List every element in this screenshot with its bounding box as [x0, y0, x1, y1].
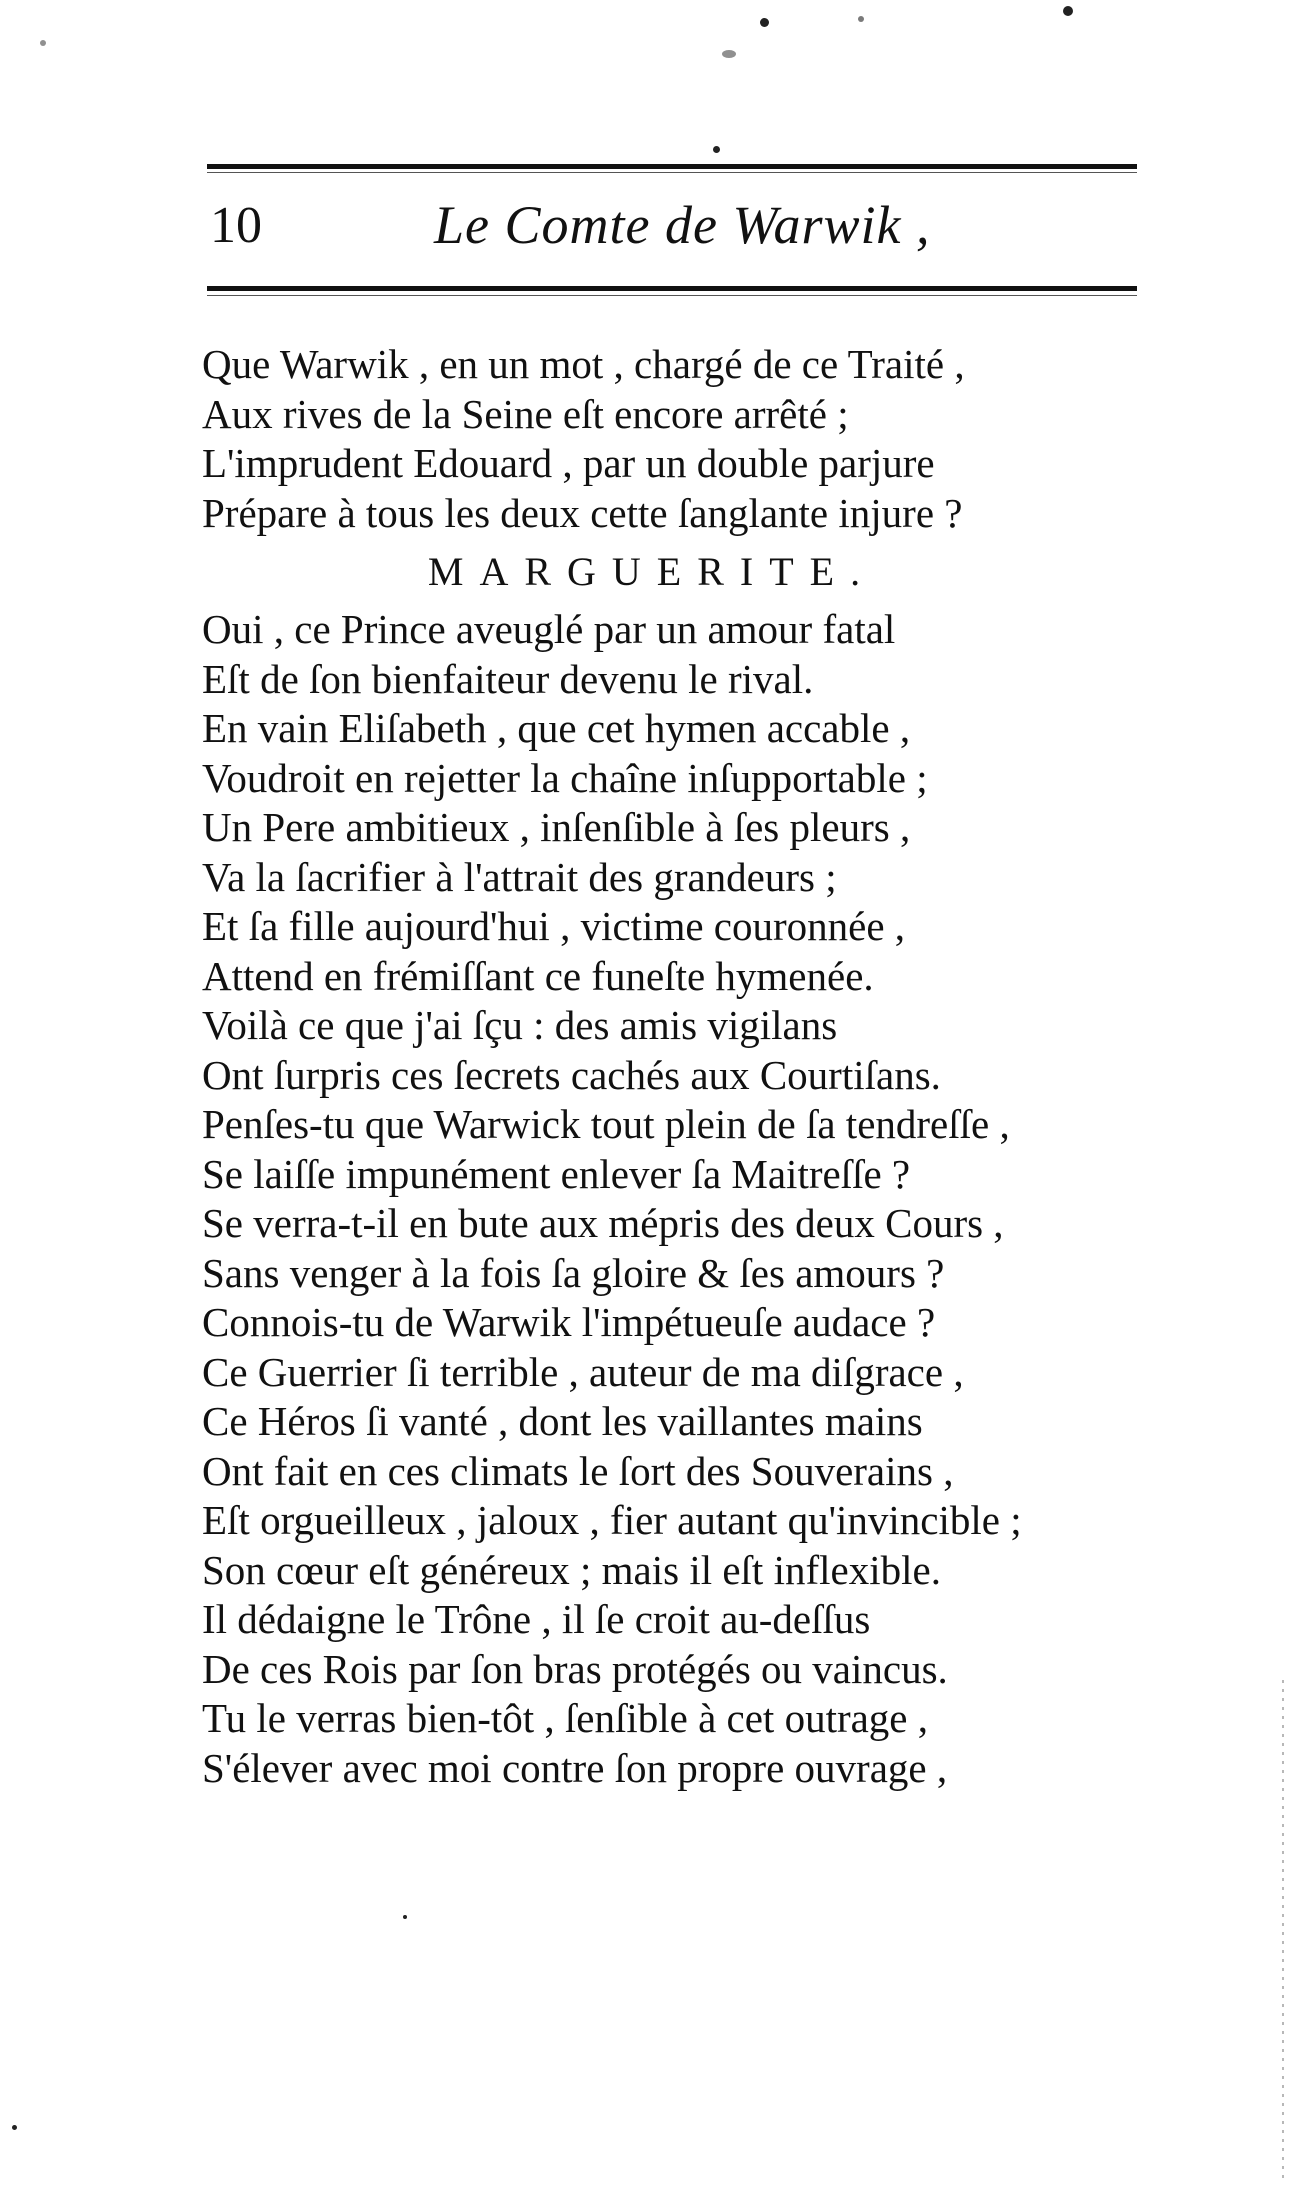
running-head: Le Comte de Warwik ,	[434, 195, 931, 255]
verse-line: Voudroit en rejetter la chaîne inſupportable ;	[202, 754, 928, 801]
verse-line: Penſes-tu que Warwick tout plein de ſa tendreſſe ,	[202, 1101, 1010, 1147]
verse-line: Ce Héros ſi vanté , dont les vaillantes mains	[202, 1398, 923, 1444]
verse-line: Il dédaigne le Trône , il ſe croit au-deſſus	[202, 1596, 871, 1642]
ink-speck	[760, 18, 769, 27]
verse-block-before-speaker	[202, 340, 1162, 538]
ink-speck	[713, 146, 720, 153]
verse-line: Se verra-t-il en bute aux mépris des deux Cours ,	[202, 1200, 1004, 1246]
speaker-name: MARGUERITE.	[427, 549, 877, 594]
verse-line: Prépare à tous les deux cette ſanglante injure ?	[202, 489, 963, 536]
page-edge-marks	[1282, 1680, 1284, 2180]
verse-line: Eſt de ſon bienfaiteur devenu le rival.	[202, 655, 814, 702]
verse-line: Oui , ce Prince aveuglé par un amour fatal	[202, 606, 896, 652]
ink-speck	[403, 1915, 407, 1919]
ink-speck	[1063, 6, 1073, 16]
verse-line: Tu le verras bien-tôt , ſenſible à cet outrage ,	[202, 1695, 929, 1741]
page-number: 10	[210, 197, 262, 254]
verse-line: En vain Eliſabeth , que cet hymen accable ,	[202, 705, 911, 751]
verse-line: Attend en frémiſſant ce funeſte hymenée.	[202, 952, 874, 999]
verse-line: Sans venger à la fois ſa gloire & ſes amours ?	[202, 1249, 945, 1296]
verse-line: Son cœur eſt généreux ; mais il eſt inflexible.	[202, 1546, 941, 1593]
verse-line: Ont fait en ces climats le ſort des Souverains ,	[202, 1447, 954, 1494]
verse-line: Ce Guerrier ſi terrible , auteur de ma diſgrace ,	[202, 1348, 964, 1395]
ink-speck	[12, 2125, 17, 2130]
header-rule-bottom-thin	[207, 295, 1137, 296]
verse-line: Se laiſſe impunément enlever ſa Maitreſſe ?	[202, 1150, 911, 1197]
header-rule-top	[207, 164, 1137, 169]
verse-line: Et ſa fille aujourd'hui , victime couronnée ,	[202, 903, 906, 949]
verse-line: Eſt orgueilleux , jaloux , fier autant qu'invincible ;	[202, 1497, 1022, 1543]
verse-line: Un Pere ambitieux , inſenſible à ſes pleurs ,	[202, 804, 911, 850]
verse-line: De ces Rois par ſon bras protégés ou vaincus.	[202, 1645, 948, 1692]
verse-line: S'élever avec moi contre ſon propre ouvrage ,	[202, 1744, 948, 1791]
verse-line: Va la ſacrifier à l'attrait des grandeurs ;	[202, 853, 837, 900]
header-rule-bottom	[207, 286, 1137, 291]
ink-speck	[40, 40, 46, 46]
verse-line: Connois-tu de Warwik l'impétueuſe audace ?	[202, 1299, 936, 1345]
verse-line: Que Warwik , en un mot , chargé de ce Traité ,	[202, 341, 965, 387]
ink-speck	[858, 16, 864, 22]
verse-line: Voilà ce que j'ai ſçu : des amis vigilans	[202, 1002, 838, 1048]
verse-line: Ont ſurpris ces ſecrets cachés aux Courtiſans.	[202, 1051, 941, 1098]
verse-block-after-speaker	[202, 605, 1162, 1793]
verse-line: Aux rives de la Seine eſt encore arrêté ;	[202, 390, 849, 437]
header-rule-top-thin	[207, 172, 1137, 173]
ink-speck	[722, 50, 736, 58]
verse-line: L'imprudent Edouard , par un double parjure	[202, 440, 935, 486]
